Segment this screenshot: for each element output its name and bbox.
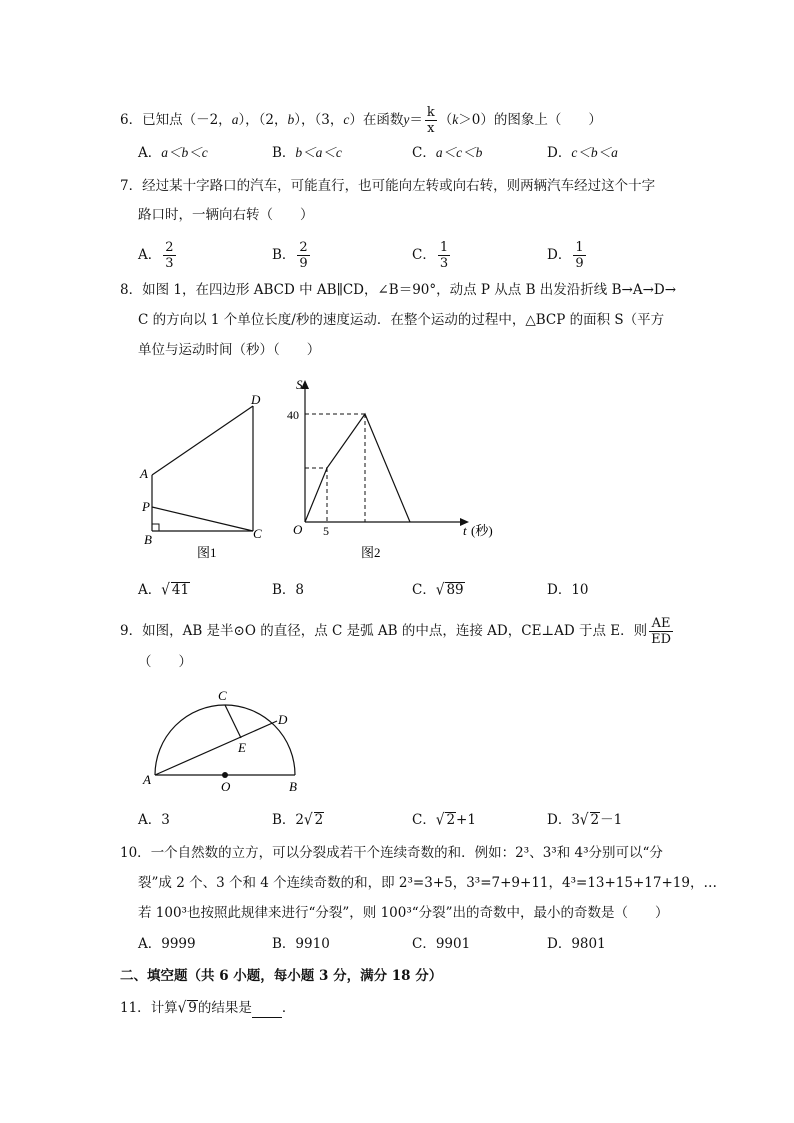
q8-stem-line1: 8．如图 1，在四边形 ABCD 中 AB∥CD，∠B＝90°，动点 P 从点 B 出发沿折线 B→A→D→ — [120, 282, 677, 298]
q8-option-c[interactable]: C．√ 89 — [412, 580, 464, 600]
q9-option-d[interactable]: D．3√ 2－1 — [547, 810, 623, 830]
q10-option-d[interactable]: D．9801 — [547, 936, 606, 952]
q10-stem-line2: 裂”成 2 个、3 个和 4 个连续奇数的和，即 2³=3+5，3³=7+9+11，4³=13+15+17+19，… — [138, 875, 717, 891]
segment-pc — [152, 507, 253, 531]
label-c: C — [253, 526, 262, 541]
q7-option-c[interactable]: C． $\frac{1}{3}$ — [412, 240, 449, 271]
label-a: A — [143, 772, 151, 787]
q8-option-d[interactable]: D．10 — [547, 582, 589, 598]
q9-option-c[interactable]: C．√ 2+1 — [412, 810, 476, 830]
center-o — [222, 772, 228, 778]
label-p: P — [142, 499, 150, 514]
q7-option-b[interactable]: B． $\frac{2}{9}$ — [272, 240, 308, 271]
q11-stem: 11．计算√ 9的结果是 ． — [120, 998, 296, 1018]
label-a: A — [140, 466, 148, 481]
label-d: D — [251, 392, 261, 407]
q10-stem-line3: 若 100³也按照此规律来进行“分裂”，则 100³“分裂”出的奇数中，最小的奇数是（ ） — [138, 905, 669, 921]
fig2-caption: 图2 — [361, 545, 381, 560]
section2-title: 二、填空题（共 6 小题，每小题 3 分，满分 18 分） — [120, 968, 443, 984]
q10-option-a[interactable]: A．9999 — [138, 936, 196, 952]
q8-figure1 — [136, 385, 276, 565]
q9-option-b[interactable]: B．2√ 2 — [272, 810, 324, 830]
q8-stem-line2: C 的方向以 1 个单位长度/秒的速度运动．在整个运动的过程中，△BCP 的面积 S（平方 — [138, 312, 665, 328]
label-o: O — [293, 522, 303, 537]
label-t: t — [463, 523, 467, 538]
q7-option-d[interactable]: D． $\frac{1}{9}$ — [547, 240, 584, 271]
q6-stem: 6．已知点（－2，a），（2，b），（3，c）在函数y＝ $\frac{k}{x}$ （k＞0）的图象上（ ） — [120, 105, 602, 136]
label-b: B — [144, 532, 152, 547]
label-e: E — [238, 740, 246, 755]
q11-answer-blank[interactable] — [252, 1003, 282, 1018]
semicircle-arc — [155, 705, 295, 775]
label-o: O — [221, 779, 231, 794]
q8-option-a[interactable]: A．√ 41 — [138, 580, 190, 600]
q10-stem-line1: 10．一个自然数的立方，可以分裂成若干个连续奇数的和．例如：2³、3³和 4³分别可以“分 — [120, 845, 663, 861]
label-b: B — [289, 779, 297, 794]
q9-stem-line2: （ ） — [138, 654, 192, 670]
q8-option-b[interactable]: B．8 — [272, 582, 305, 598]
label-c: C — [218, 688, 227, 703]
q9-option-a[interactable]: A．3 — [138, 812, 170, 828]
q8-stem-line3: 单位与运动时间（秒）（ ） — [138, 342, 321, 358]
segment-ce — [225, 705, 241, 738]
q6-option-d[interactable]: D．c＜b＜a — [547, 145, 618, 161]
q8-figure2 — [285, 375, 505, 570]
q7-option-a[interactable]: A． $\frac{2}{3}$ — [138, 240, 174, 271]
q6-option-a[interactable]: A．a＜b＜c — [138, 145, 208, 161]
label-t-unit: (秒) — [471, 523, 493, 538]
q9-figure — [135, 682, 320, 797]
tick-5: 5 — [323, 524, 329, 538]
side-ad — [152, 406, 253, 475]
q7-stem-line2: 路口时，一辆向右转（ ） — [138, 207, 314, 223]
q10-option-c[interactable]: C．9901 — [412, 936, 471, 952]
q6-option-b[interactable]: B．b＜a＜c — [272, 145, 342, 161]
label-d: D — [278, 712, 288, 727]
q6-fraction: $\frac{k}{x}$ — [426, 105, 435, 136]
q10-option-b[interactable]: B．9910 — [272, 936, 330, 952]
q9-fraction: $\frac{AE}{ED}$ — [651, 616, 672, 647]
right-angle-mark — [152, 524, 159, 531]
label-s: S — [296, 377, 303, 392]
tick-40: 40 — [287, 408, 299, 422]
chord-ad — [155, 721, 277, 775]
q7-stem-line1: 7．经过某十字路口的汽车，可能直行，也可能向左转或向右转，则两辆汽车经过这个十字 — [120, 178, 656, 194]
q6-option-c[interactable]: C．a＜c＜b — [412, 145, 483, 161]
q9-stem-line1: 9．如图，AB 是半⊙O 的直径，点 C 是弧 AB 的中点，连接 AD，CE⊥AD 于点 E．则 $\frac{AE}{ED}$ — [120, 616, 672, 647]
fig1-caption: 图1 — [197, 545, 217, 560]
